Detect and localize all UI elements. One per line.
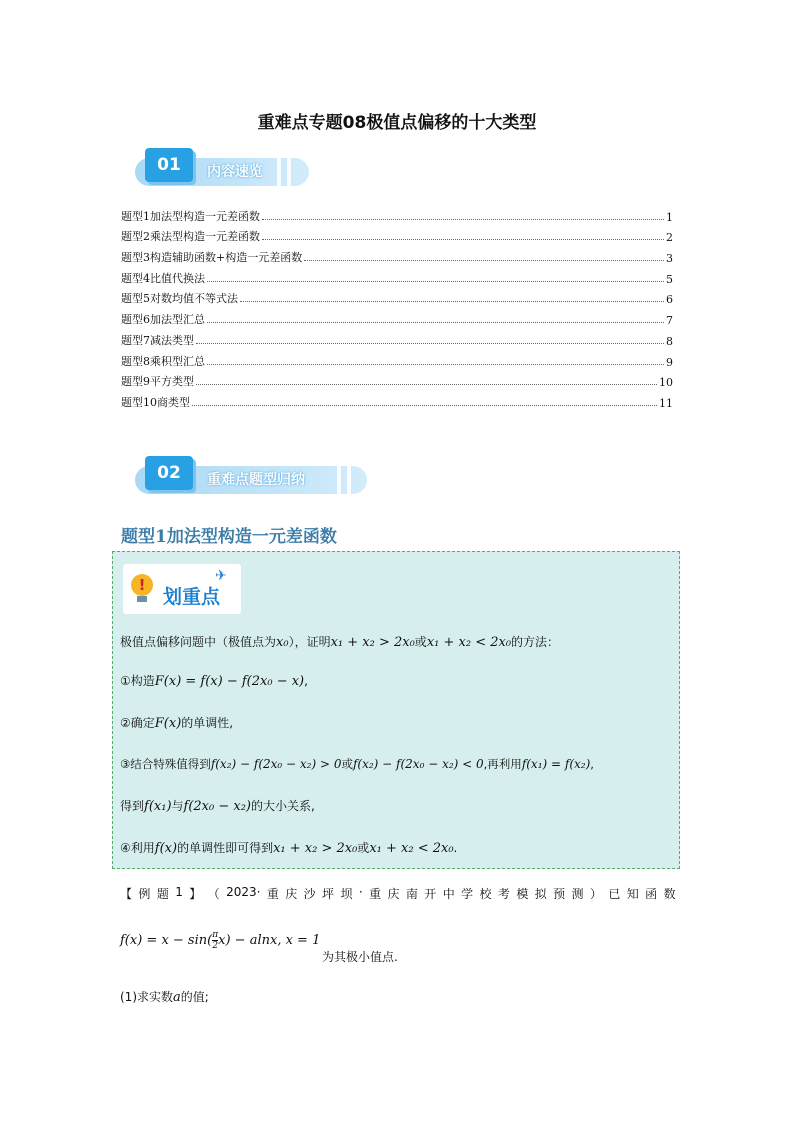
toc-leader — [262, 239, 664, 240]
toc-item[interactable] — [121, 265, 673, 286]
example-char: 预 — [553, 887, 566, 901]
toc-item[interactable] — [121, 327, 673, 348]
text: 与 — [171, 799, 184, 813]
toc-page: 9 — [666, 355, 673, 369]
toc-item[interactable] — [121, 369, 673, 390]
toc-page: 10 — [659, 376, 673, 390]
example-char: 拟 — [534, 887, 547, 901]
math-inequality: x₁ + x₂ < 2x₀ — [426, 635, 512, 650]
toc-leader — [207, 281, 664, 282]
table-of-contents — [121, 203, 673, 410]
example-char: 庆 — [387, 887, 400, 901]
text: 极值点偏移问题中（极值点为 — [120, 635, 277, 649]
text: 的方法： — [511, 635, 560, 649]
text: . — [453, 841, 458, 855]
text: ,再利用 — [483, 757, 522, 771]
text: ④利用 — [120, 841, 155, 855]
example-char: 南 — [405, 887, 418, 901]
toc-leader — [207, 322, 664, 323]
toc-page: 11 — [659, 396, 673, 410]
text: 的大小关系, — [251, 799, 315, 813]
toc-leader — [240, 301, 664, 302]
toc-leader — [262, 219, 664, 220]
key-point-badge — [123, 564, 241, 614]
method-intro — [120, 633, 559, 650]
math-expression: f(x₁) = f(x₂) — [521, 757, 591, 771]
example-char: 知 — [626, 887, 639, 901]
example-char: 开 — [424, 887, 437, 901]
banner-stripe — [337, 466, 341, 494]
text: 得到 — [120, 799, 145, 813]
step-1 — [120, 672, 308, 689]
badge-text: 划重点 — [163, 586, 221, 608]
text: , — [304, 674, 308, 688]
toc-label: 题型3构造辅助函数+构造一元差函数 — [121, 251, 303, 265]
step-4 — [120, 839, 457, 856]
toc-page: 1 — [666, 210, 673, 224]
example-formula — [120, 930, 320, 951]
example-char: 2023· — [226, 885, 261, 899]
toc-page: 6 — [666, 293, 673, 307]
example-char: ） — [589, 887, 602, 901]
banner-stripe — [347, 466, 351, 494]
example-header — [120, 885, 676, 902]
toc-item[interactable] — [121, 389, 673, 410]
step-3-continued — [120, 797, 315, 814]
text: ③结合特殊值得到 — [120, 757, 211, 771]
step-2 — [120, 714, 233, 731]
banner-label: 重难点题型归纳 — [207, 472, 305, 488]
toc-item[interactable] — [121, 306, 673, 327]
toc-label: 题型8乘积型汇总 — [121, 354, 205, 368]
toc-leader — [207, 364, 664, 365]
text: 的单调性, — [181, 716, 234, 730]
math-expression: f(2x₀ − x₂) — [183, 799, 252, 814]
example-char: 庆 — [285, 887, 298, 901]
toc-item[interactable] — [121, 203, 673, 224]
function-definition: x) − alnx, x = 1 — [218, 933, 321, 948]
example-char: 学 — [461, 887, 474, 901]
toc-item[interactable] — [121, 244, 673, 265]
banner-number: 01 — [145, 148, 193, 182]
math-variable: a — [173, 990, 181, 1005]
example-char: 模 — [516, 887, 529, 901]
example-char: 】 — [189, 887, 202, 901]
text: ②确定 — [120, 716, 155, 730]
math-expression: f(x₁) — [144, 799, 172, 814]
example-char: 题 — [156, 887, 169, 901]
section-heading: 题型1加法型构造一元差函数 — [121, 527, 337, 547]
fraction-numerator: π — [212, 930, 219, 940]
example-char: 中 — [442, 887, 455, 901]
toc-leader — [196, 343, 664, 344]
example-char: 坝 — [340, 887, 353, 901]
text: (1)求实数 — [120, 990, 173, 1004]
example-char: 沙 — [303, 887, 316, 901]
toc-item[interactable] — [121, 286, 673, 307]
section-banner-overview — [127, 152, 309, 188]
math-inequality: x₁ + x₂ > 2x₀ — [273, 841, 358, 856]
question-1 — [120, 988, 209, 1005]
example-char: 测 — [571, 887, 584, 901]
example-char: 重 — [266, 887, 279, 901]
text: 或 — [341, 757, 353, 771]
lightbulb-icon: ! — [131, 574, 153, 596]
toc-label: 题型6加法型汇总 — [121, 313, 205, 327]
text: ①构造 — [120, 674, 155, 688]
paper-plane-icon: ✈ — [215, 568, 227, 584]
text: 或 — [357, 841, 370, 855]
text: 的单调性即可得到 — [177, 841, 274, 855]
fraction-denominator: 2 — [212, 941, 219, 951]
lightbulb-base — [137, 596, 147, 602]
math-inequality: x₁ + x₂ < 2x₀ — [369, 841, 454, 856]
example-char: 1 — [175, 885, 183, 899]
math-expression: f(x) — [154, 841, 178, 856]
text: 为其极小值点. — [322, 950, 398, 964]
toc-label: 题型7减法类型 — [121, 333, 194, 347]
function-definition: f(x) = x − sin( — [120, 933, 213, 948]
example-char: 已 — [608, 887, 621, 901]
example-char: 数 — [663, 887, 676, 901]
banner-number: 02 — [145, 456, 193, 490]
text: 或 — [414, 635, 427, 649]
example-formula-tail — [322, 948, 398, 965]
example-char: 函 — [645, 887, 658, 901]
example-char: 【 — [120, 887, 133, 901]
toc-page: 8 — [666, 334, 673, 348]
toc-label: 题型1加法型构造一元差函数 — [121, 209, 260, 223]
math-expression: F(x) = f(x) − f(2x₀ − x) — [154, 674, 305, 689]
toc-item[interactable] — [121, 348, 673, 369]
text: , — [590, 757, 594, 771]
toc-label: 题型4比值代换法 — [121, 271, 205, 285]
banner-label: 内容速览 — [207, 164, 263, 180]
text: 的值; — [180, 990, 209, 1004]
toc-page: 5 — [666, 272, 673, 286]
toc-label: 题型2乘法型构造一元差函数 — [121, 230, 260, 244]
toc-page: 7 — [666, 314, 673, 328]
example-char: 重 — [369, 887, 382, 901]
page-title: 重难点专题08极值点偏移的十大类型 — [257, 113, 537, 133]
example-char: 坪 — [322, 887, 335, 901]
banner-stripe — [287, 158, 291, 186]
toc-label: 题型5对数均值不等式法 — [121, 292, 238, 306]
example-char: 例 — [138, 887, 151, 901]
example-char: 考 — [497, 887, 510, 901]
toc-leader — [196, 384, 657, 385]
toc-label: 题型9平方类型 — [121, 375, 194, 389]
toc-page: 3 — [666, 252, 673, 266]
math-expression: f(x₂) − f(2x₀ − x₂) < 0 — [352, 757, 484, 771]
toc-page: 2 — [666, 231, 673, 245]
key-point-box — [112, 551, 680, 869]
example-char: （ — [207, 887, 220, 901]
text: ），证明 — [288, 635, 331, 649]
example-char: 校 — [479, 887, 492, 901]
math-inequality: x₁ + x₂ > 2x₀ — [330, 635, 415, 650]
step-3 — [120, 756, 594, 772]
example-char: · — [358, 885, 363, 899]
toc-leader — [304, 260, 664, 261]
math-expression: f(x₂) − f(2x₀ − x₂) > 0 — [210, 757, 342, 771]
toc-leader — [192, 405, 657, 406]
toc-item[interactable] — [121, 224, 673, 245]
math-expression: F(x) — [154, 716, 182, 731]
toc-label: 题型10商类型 — [121, 395, 190, 409]
math-x0: x₀ — [276, 635, 289, 650]
section-banner-summary — [127, 460, 367, 496]
banner-stripe — [277, 158, 281, 186]
